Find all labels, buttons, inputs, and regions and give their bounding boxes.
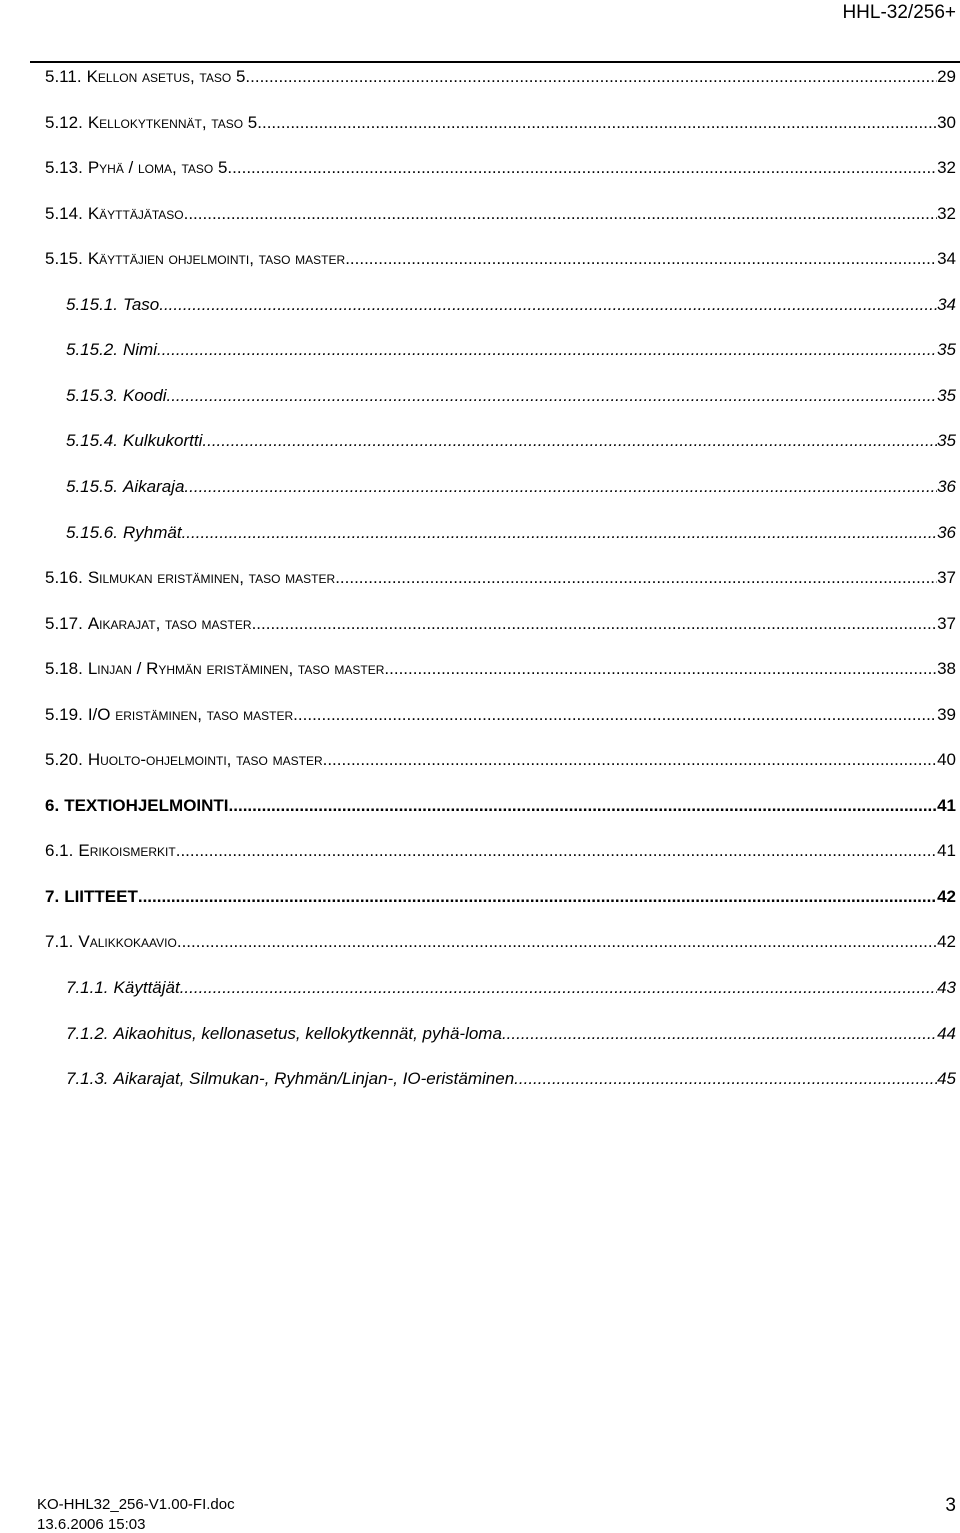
toc-entry[interactable] (0, 658, 956, 680)
toc-entry[interactable] (0, 977, 956, 999)
toc-entry-number: 7.1.2. (66, 1024, 109, 1043)
toc-entry-number: 5.11. (45, 67, 82, 86)
toc-entry[interactable] (0, 157, 956, 179)
toc-dot-leader (384, 658, 937, 680)
toc-entry-number: 6.1. (45, 841, 74, 860)
toc-entry-number: 5.15. (45, 249, 83, 268)
toc-entry-title: Valikkokaavio (78, 932, 177, 951)
toc-entry-number: 5.13. (45, 158, 83, 177)
toc-entry[interactable] (0, 112, 956, 134)
toc-entry-page: 39 (937, 705, 956, 724)
toc-dot-leader (180, 977, 937, 999)
toc-entry-page: 38 (937, 659, 956, 678)
toc-entry[interactable] (0, 840, 956, 862)
toc-dot-leader (159, 294, 937, 316)
toc-entry[interactable] (0, 567, 956, 589)
toc-entry-title: TEXTIOHJELMOINTI (64, 796, 229, 815)
toc-entry-title: LIITTEET (64, 887, 138, 906)
toc-entry-number: 7.1. (45, 932, 74, 951)
toc-dot-leader (182, 522, 938, 544)
toc-entry-page: 29 (937, 67, 956, 86)
footer-page-number: 3 (945, 1495, 956, 1516)
toc-entry-number: 7. (45, 887, 60, 906)
toc-entry-number: 7.1.1. (66, 978, 109, 997)
toc-entry-page: 45 (937, 1069, 956, 1088)
toc-entry-title: Linjan / Ryhmän eristäminen, taso master (87, 659, 385, 678)
toc-entry-page: 32 (937, 158, 956, 177)
toc-entry-page: 37 (937, 614, 956, 633)
toc-entry-page: 36 (937, 477, 956, 496)
toc-dot-leader (184, 476, 937, 498)
toc-dot-leader (202, 430, 937, 452)
toc-entry-page: 35 (937, 431, 956, 450)
toc-dot-leader (184, 203, 937, 225)
toc-dot-leader (177, 931, 937, 953)
toc-entry-number: 5.20. (45, 750, 83, 769)
toc-dot-leader (227, 157, 937, 179)
toc-entry[interactable] (0, 749, 956, 771)
toc-entry-number: 5.15.5. (66, 477, 118, 496)
header-rule (30, 61, 960, 63)
toc-dot-leader (138, 886, 937, 908)
toc-entry-title: Kulkukortti (123, 431, 203, 450)
toc-entry-title: Huolto-ohjelmointi, taso master (87, 750, 323, 769)
toc-dot-leader (323, 749, 937, 771)
toc-dot-leader (345, 248, 937, 270)
toc-entry-number: 5.16. (45, 568, 83, 587)
toc-entry[interactable] (0, 886, 956, 908)
toc-entry[interactable] (0, 795, 956, 817)
toc-entry[interactable] (0, 704, 956, 726)
toc-entry-title: Taso (123, 295, 160, 314)
toc-entry-title: Aikaohitus, kellonasetus, kellokytkennät, pyhä-loma (113, 1024, 502, 1043)
toc-entry[interactable] (0, 66, 956, 88)
toc-entry[interactable] (0, 339, 956, 361)
toc-entry-title: Aikaraja (123, 477, 185, 496)
toc-entry[interactable] (0, 931, 956, 953)
toc-entry-page: 30 (937, 113, 956, 132)
toc-entry-number: 5.15.6. (66, 523, 118, 542)
footer-date: 13.6.2006 15:03 (37, 1516, 146, 1533)
toc-entry-title: Nimi (123, 340, 157, 359)
toc-entry-page: 32 (937, 204, 956, 223)
toc-entry[interactable] (0, 294, 956, 316)
toc-entry-page: 34 (937, 295, 956, 314)
toc-dot-leader (166, 385, 937, 407)
page-header-title: HHL-32/256+ (842, 2, 956, 23)
toc-entry-title: Aikarajat, Silmukan-, Ryhmän/Linjan-, IO-eristäminen (113, 1069, 515, 1088)
toc-entry-page: 41 (937, 841, 956, 860)
toc-dot-leader (245, 66, 937, 88)
toc-entry-title: Ryhmät (123, 523, 182, 542)
toc-dot-leader (502, 1023, 937, 1045)
toc-entry[interactable] (0, 1068, 956, 1090)
toc-entry-page: 37 (937, 568, 956, 587)
toc-entry-title: Erikoismerkit (78, 841, 176, 860)
toc-entry-title: Pyhä / loma, taso 5 (87, 158, 228, 177)
toc-dot-leader (157, 339, 937, 361)
toc-dot-leader (252, 613, 938, 635)
toc-entry-page: 42 (937, 932, 956, 951)
toc-entry-title: Aikarajat, taso master (87, 614, 252, 633)
toc-entry-page: 36 (937, 523, 956, 542)
toc-entry[interactable] (0, 248, 956, 270)
toc-entry[interactable] (0, 613, 956, 635)
toc-entry[interactable] (0, 203, 956, 225)
toc-entry-number: 5.18. (45, 659, 83, 678)
toc-entry-page: 35 (937, 386, 956, 405)
toc-entry-title: Käyttäjät (113, 978, 180, 997)
toc-dot-leader (335, 567, 937, 589)
toc-entry-number: 5.15.1. (66, 295, 118, 314)
toc-entry-number: 5.14. (45, 204, 83, 223)
footer-doc-name: KO-HHL32_256-V1.00-FI.doc (37, 1496, 235, 1513)
toc-entry-number: 5.15.2. (66, 340, 118, 359)
toc-entry-number: 5.19. (45, 705, 83, 724)
toc-entry-page: 44 (937, 1024, 956, 1043)
toc-entry-page: 42 (937, 887, 956, 906)
toc-entry-number: 7.1.3. (66, 1069, 109, 1088)
toc-entry-title: Koodi (123, 386, 167, 405)
toc-entry[interactable] (0, 430, 956, 452)
toc-entry-number: 5.12. (45, 113, 83, 132)
toc-entry[interactable] (0, 522, 956, 544)
toc-entry-title: Käyttäjätaso (87, 204, 184, 223)
toc-entry-page: 34 (937, 249, 956, 268)
toc-entry[interactable] (0, 476, 956, 498)
toc-entry-number: 5.17. (45, 614, 83, 633)
toc-entry-title: Käyttäjien ohjelmointi, taso master (87, 249, 346, 268)
toc-entry-title: Kellon asetus, taso 5 (86, 67, 246, 86)
toc-entry-title: I/O eristäminen, taso master (87, 705, 294, 724)
toc-dot-leader (176, 840, 937, 862)
toc-entry[interactable] (0, 1023, 956, 1045)
toc-entry[interactable] (0, 385, 956, 407)
toc-dot-leader (257, 112, 937, 134)
toc-dot-leader (514, 1068, 937, 1090)
toc-entry-page: 41 (937, 796, 956, 815)
toc-entry-page: 35 (937, 340, 956, 359)
toc-entry-number: 5.15.3. (66, 386, 118, 405)
toc-entry-title: Silmukan eristäminen, taso master (87, 568, 336, 587)
toc-entry-page: 40 (937, 750, 956, 769)
toc-entry-number: 6. (45, 796, 60, 815)
toc-entry-page: 43 (937, 978, 956, 997)
toc-dot-leader (293, 704, 937, 726)
toc-dot-leader (229, 795, 938, 817)
toc-entry-number: 5.15.4. (66, 431, 118, 450)
toc-entry-title: Kellokytkennät, taso 5 (87, 113, 258, 132)
